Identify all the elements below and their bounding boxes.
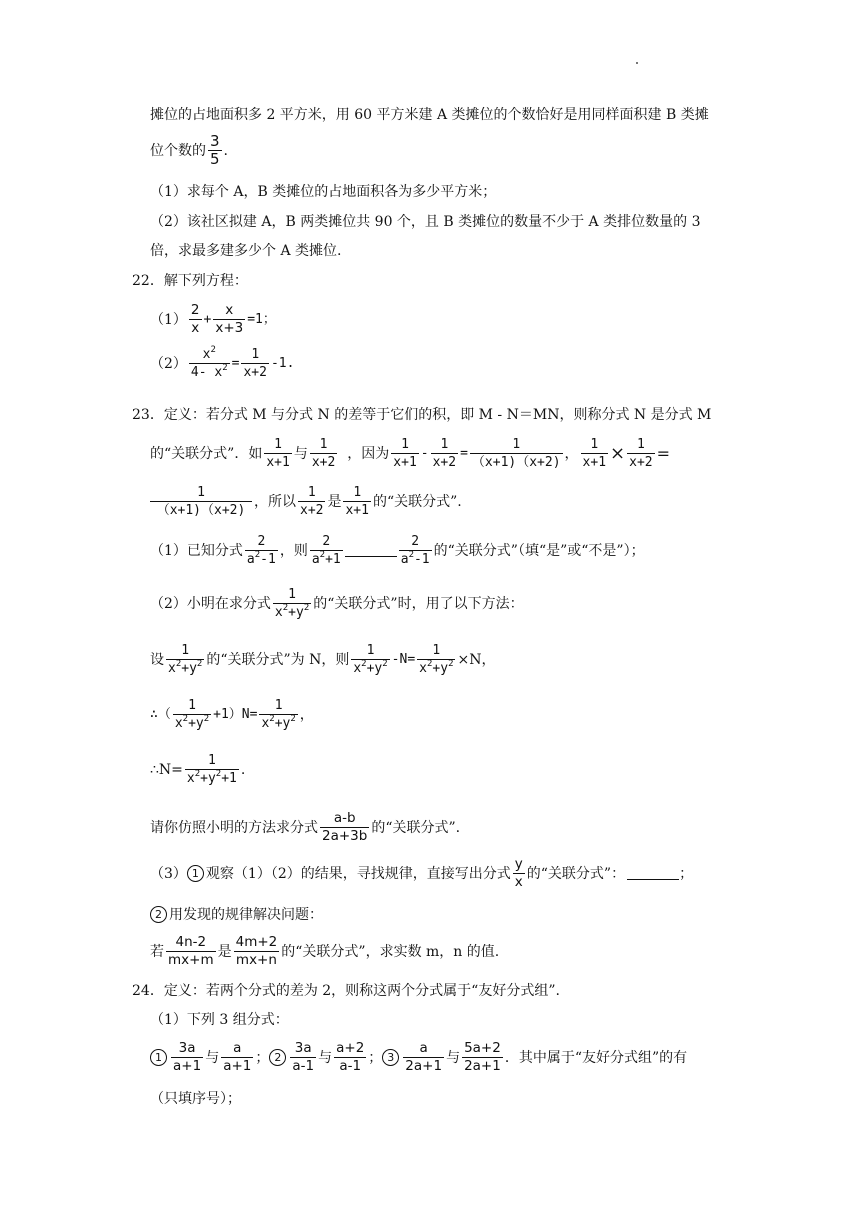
- q24-part1: [150, 1013, 289, 1027]
- fraction-numerator: 4n-2: [175, 934, 207, 950]
- plus: +: [288, 605, 296, 620]
- q23-definition-text: 23．定义：若分式 M 与分式 N 的差等于它们的积，即 M - N＝MN，则称分式 N 是分式 M: [132, 407, 712, 423]
- fraction-numerator: 1: [401, 437, 409, 452]
- text: 的“关联分式”，求实数 m，n 的值.: [281, 943, 500, 960]
- q22-equation2: [150, 346, 294, 381]
- text: ，: [299, 706, 314, 723]
- fraction-denominator: [259, 715, 297, 732]
- text: ．其中属于“友好分式组”的有: [504, 1049, 688, 1066]
- fraction-denominator: [273, 604, 311, 621]
- text: -N=: [391, 652, 416, 667]
- text: 的“关联分式”为 N，则: [206, 651, 350, 668]
- q21-part2-text1: （2）该社区拟建 A，B 两类摊位共 90 个，且 B 类摊位的数量不少于 A 类排位数量的 3: [150, 214, 701, 230]
- fraction-denominator: [399, 551, 432, 568]
- text: 与: [446, 1049, 461, 1066]
- minus-sign: -: [420, 446, 429, 461]
- equals-sign: =: [231, 356, 240, 371]
- q23-definition: [132, 408, 711, 422]
- exponent: 2: [182, 714, 189, 724]
- plus: +: [432, 661, 441, 676]
- times-sign: ×: [610, 442, 626, 464]
- text: 的“关联分式”：: [526, 865, 626, 882]
- text: 设: [150, 651, 164, 668]
- text: 的“关联分式”时，用了以下方法：: [313, 595, 524, 612]
- text: ；: [255, 1049, 270, 1066]
- plus: +: [366, 661, 375, 676]
- fraction-numerator: x: [225, 302, 234, 318]
- fraction: [627, 436, 654, 471]
- exponent: 2: [210, 345, 216, 355]
- exponent: 2: [222, 363, 228, 373]
- fraction-numerator: 3a: [294, 1040, 312, 1056]
- circled-number-one: 1: [150, 1049, 167, 1066]
- fraction-denominator: x+2: [432, 455, 457, 470]
- fraction-denominator: 2a+1: [405, 1058, 443, 1074]
- page-dot-mark: [636, 62, 638, 64]
- fraction-numerator: 1: [207, 753, 216, 768]
- q23-part3-sub2: [150, 906, 323, 923]
- fraction-1-over-x2-plus-y2-plus-1: [185, 752, 239, 787]
- q24-note: [150, 1092, 241, 1106]
- circled-number-two: 2: [150, 906, 167, 923]
- text: 若: [150, 943, 164, 960]
- fraction-denominator: [417, 660, 455, 677]
- var-y: y: [207, 771, 216, 786]
- text: 24．定义：若两个分式的差为 2，则称这两个分式属于“友好分式组”.: [132, 983, 560, 999]
- q21-part1: [150, 185, 496, 199]
- fraction-numerator: 1: [512, 437, 521, 452]
- text: .: [240, 761, 246, 778]
- fraction-numerator: 1: [319, 437, 328, 452]
- answer-blank[interactable]: [345, 544, 397, 557]
- term: -1: [413, 552, 430, 567]
- fraction-denominator: x: [514, 874, 523, 890]
- exponent: 2: [319, 550, 326, 560]
- fraction-2-over-x: [189, 302, 202, 337]
- fraction-numerator: 2: [411, 534, 420, 549]
- q22-p1-label: （1）: [150, 311, 187, 328]
- q21-part1-text: （1）求每个 A，B 类摊位的占地面积各为多少平方米；: [150, 184, 497, 200]
- var-y: y: [195, 716, 204, 731]
- fraction-numerator: 1: [288, 587, 296, 602]
- q23-part2: [150, 586, 524, 621]
- fraction-numerator: 1: [274, 437, 282, 452]
- text: ∴（: [150, 707, 171, 722]
- q23-part3: [150, 856, 693, 891]
- text: 用发现的规律解决问题：: [169, 906, 323, 923]
- q21-part2-line1: [150, 215, 700, 229]
- text: 与: [293, 445, 308, 462]
- fraction: [581, 436, 608, 471]
- plus: +: [188, 716, 196, 731]
- fraction-numerator: [201, 346, 218, 363]
- q21-part2-text2: 倍，求最多建多少个 A 类摊位.: [150, 243, 342, 259]
- fraction-numerator: 3: [210, 132, 220, 150]
- exponent: 2: [194, 769, 201, 779]
- fraction-4n-minus-2-over-mx-plus-m: [166, 934, 216, 969]
- fraction-numerator: 1: [636, 437, 645, 452]
- exponent: 2: [254, 550, 261, 560]
- fraction-numerator: 1: [353, 485, 362, 500]
- q24-options: [150, 1040, 687, 1075]
- fraction-denominator: x: [191, 320, 200, 336]
- fraction-denominator: x+1: [345, 503, 369, 518]
- q23-example-result: [148, 484, 462, 519]
- var-x: x: [274, 605, 283, 620]
- text: 观察（1）（2）的结果，寻找规律，直接写出分式: [205, 865, 511, 882]
- var-y: y: [296, 605, 304, 620]
- text: 与: [205, 1049, 220, 1066]
- fraction: [403, 1040, 444, 1075]
- text: +1）N=: [213, 707, 258, 722]
- term: -1: [260, 552, 276, 567]
- fraction-numerator: 1: [432, 643, 441, 658]
- fraction-denominator: [173, 715, 211, 732]
- exponent: 2: [269, 714, 275, 724]
- var-y: y: [282, 716, 291, 731]
- fraction-numerator: 5a+2: [464, 1040, 501, 1056]
- circled-number-one: 1: [187, 865, 204, 882]
- text: （1）下列 3 组分式：: [150, 1012, 289, 1028]
- fraction-denominator: x+1: [266, 455, 290, 470]
- fraction: [462, 1040, 503, 1075]
- fraction-numerator: 4m+2: [235, 934, 278, 950]
- fraction-denominator: a+1: [173, 1058, 202, 1074]
- fraction: [310, 436, 337, 471]
- fraction: [391, 436, 418, 471]
- fraction-denominator: a+1: [223, 1058, 252, 1074]
- fraction-1-over-x-plus-2: [241, 346, 268, 381]
- fraction-numerator: 1: [251, 347, 260, 362]
- fraction-numerator: y: [514, 856, 523, 872]
- q22-equation1: [150, 302, 276, 337]
- fraction: [470, 436, 563, 471]
- text: 是: [327, 493, 342, 510]
- q23-imitate-line: [150, 810, 460, 845]
- exponent: 2: [382, 659, 388, 669]
- var-x: x: [419, 661, 427, 676]
- text: （3）: [150, 865, 187, 882]
- fraction-y-over-x: [513, 856, 525, 891]
- plus: +: [181, 661, 190, 676]
- fraction-numerator: 1: [197, 485, 205, 500]
- exponent: 2: [448, 659, 454, 669]
- text: （只填序号）；: [150, 1091, 241, 1107]
- fraction: [245, 533, 278, 568]
- fraction-numerator: a: [233, 1040, 242, 1056]
- fraction-numerator: 2: [257, 534, 266, 549]
- fraction-denominator: a-1: [339, 1058, 362, 1074]
- var-x: x: [168, 661, 176, 676]
- fraction-numerator: 1: [366, 643, 375, 658]
- fraction: [150, 484, 252, 519]
- q23-part3-question: [150, 934, 499, 969]
- fraction-x2-over-4-minus-x2: [189, 346, 230, 381]
- text: 的“关联分式”（填“是”或“不是”）；: [433, 542, 645, 559]
- plus: +: [274, 716, 283, 731]
- equation-tail: =1；: [247, 312, 276, 327]
- equation-tail: -1.: [270, 356, 295, 371]
- exponent: 2: [361, 659, 367, 669]
- exponent: 2: [196, 659, 203, 669]
- text: ∴N=: [150, 761, 183, 778]
- fraction-numerator: a+2: [336, 1040, 365, 1056]
- fraction: [264, 436, 291, 471]
- exponent: 2: [215, 769, 222, 779]
- fraction-denominator: x+2: [300, 503, 324, 518]
- text: ；: [368, 1049, 383, 1066]
- fraction-denominator: x+3: [215, 320, 244, 336]
- q23-solution-step3: [150, 752, 245, 787]
- circled-number-two: 2: [269, 1049, 286, 1066]
- fraction: [334, 1040, 366, 1075]
- fraction: [343, 484, 370, 519]
- fraction-denominator: [245, 551, 278, 568]
- text: ，因为: [347, 445, 390, 462]
- q24-definition: [132, 984, 560, 998]
- text: 的“关联分式”．如: [150, 445, 263, 462]
- plus-sign: +: [203, 312, 212, 327]
- plus: +: [200, 771, 208, 786]
- text: （1）已知分式: [150, 542, 243, 559]
- text: ，: [564, 445, 579, 462]
- exponent: 2: [282, 603, 289, 613]
- fraction-numerator: 1: [590, 437, 599, 452]
- var: a: [311, 552, 320, 567]
- answer-blank[interactable]: [627, 867, 679, 880]
- fraction: [171, 1040, 203, 1075]
- fraction: [221, 1040, 253, 1075]
- fraction-1-over-x2-plus-y2: [259, 697, 297, 732]
- text: 的“关联分式”.: [371, 819, 461, 836]
- var: a: [400, 552, 409, 567]
- q21-line2: [150, 133, 228, 168]
- fraction-denominator: [166, 660, 204, 677]
- q23-solution-step1: [150, 642, 495, 677]
- var-x: x: [353, 661, 362, 676]
- fraction-denominator: [310, 551, 343, 568]
- fraction: [290, 1040, 316, 1075]
- fraction-denominator: x+2: [243, 365, 267, 380]
- q22-heading-text: 22．解下列方程：: [132, 273, 248, 289]
- fraction-numerator: 3a: [178, 1040, 196, 1056]
- exponent: 2: [290, 714, 296, 724]
- text: 的“关联分式”.: [372, 493, 462, 510]
- q22-p2-label: （2）: [150, 355, 187, 372]
- equals-sign: =: [656, 443, 671, 463]
- fraction-denominator: [351, 660, 389, 677]
- text: ，所以: [254, 493, 296, 510]
- plus-one: +1: [221, 771, 237, 786]
- fraction-numerator: 2: [322, 534, 331, 549]
- fraction-denominator: [189, 364, 230, 381]
- fraction: [431, 436, 458, 471]
- fraction-denominator: a-1: [292, 1058, 315, 1074]
- fraction-4m-plus-2-over-mx-plus-n: [234, 934, 280, 969]
- fraction-denominator: （x+1)（x+2): [471, 455, 561, 470]
- equals-sign: =: [460, 446, 468, 461]
- q23-part1: [150, 533, 645, 568]
- fraction: [310, 533, 343, 568]
- fraction-denominator: x+2: [629, 455, 653, 470]
- var-x: x: [174, 716, 183, 731]
- text: ×N，: [457, 651, 496, 668]
- fraction-numerator: 1: [188, 698, 196, 713]
- q21-text-line1: 摊位的占地面积多 2 平方米，用 60 平方米建 A 类摊位的个数恰好是用同样面积建 B 类摊: [150, 107, 709, 123]
- fraction-numerator: 2: [190, 302, 200, 318]
- exponent: 2: [203, 714, 210, 724]
- q23-example-line: [150, 436, 670, 471]
- term: +1: [325, 552, 341, 567]
- var: a: [246, 552, 255, 567]
- exponent: 2: [408, 550, 414, 560]
- fraction-numerator: 1: [181, 643, 190, 658]
- fraction-1-over-x2-plus-y2: [351, 642, 389, 677]
- fraction-x-over-x-plus-3: [213, 302, 245, 337]
- fraction-denominator: x+2: [311, 455, 336, 470]
- q21-text-suffix: .: [223, 142, 228, 159]
- fraction-denominator: 2a+3b: [322, 828, 368, 844]
- fraction-denominator: 2a+1: [464, 1058, 501, 1074]
- fraction-a-minus-b-over-2a-plus-3b: [320, 810, 369, 845]
- fraction-numerator: 1: [307, 485, 316, 500]
- fraction-denominator: mx+m: [168, 952, 214, 968]
- exponent: 2: [426, 659, 433, 669]
- fraction-denominator: [185, 770, 239, 787]
- var-x: x: [186, 771, 195, 786]
- var-x: x: [261, 716, 270, 731]
- fraction-denominator: （x+1)（x+2): [156, 503, 246, 518]
- fraction-1-over-x2-plus-y2: [417, 642, 455, 677]
- fraction-denominator: mx+n: [235, 952, 277, 968]
- q22-heading: [132, 274, 248, 288]
- fraction: [399, 533, 432, 568]
- text: 与: [318, 1049, 333, 1066]
- text: ，则: [279, 542, 308, 559]
- text: ；: [679, 865, 694, 882]
- base-x: x: [202, 347, 211, 362]
- exponent: 2: [303, 603, 310, 613]
- q21-text-prefix: 位个数的: [150, 142, 206, 159]
- circled-number-three: 3: [382, 1049, 399, 1066]
- fraction-three-fifths: [208, 133, 222, 168]
- text: 是: [217, 943, 232, 960]
- fraction-denominator: x+1: [393, 455, 417, 470]
- denominator-base: 4- x: [190, 365, 223, 380]
- fraction-numerator: 1: [274, 698, 283, 713]
- var-y: y: [440, 661, 449, 676]
- fraction-1-over-x2-plus-y2: [273, 586, 311, 621]
- q21-line1: [150, 108, 709, 122]
- fraction-numerator: a: [419, 1040, 428, 1056]
- fraction-numerator: a-b: [333, 810, 356, 826]
- q23-solution-step2: [150, 697, 314, 732]
- var-y: y: [189, 661, 197, 676]
- fraction: [298, 484, 325, 519]
- fraction-denominator: 5: [210, 150, 220, 168]
- fraction-numerator: 1: [440, 437, 449, 452]
- fraction-1-over-x2-plus-y2: [166, 642, 204, 677]
- fraction-1-over-x2-plus-y2: [173, 697, 211, 732]
- text: 请你仿照小明的方法求分式: [150, 819, 318, 836]
- text: （2）小明在求分式: [150, 595, 271, 612]
- exponent: 2: [175, 659, 182, 669]
- var-y: y: [374, 661, 383, 676]
- fraction-denominator: x+1: [582, 455, 607, 470]
- q21-part2-line2: [150, 244, 341, 258]
